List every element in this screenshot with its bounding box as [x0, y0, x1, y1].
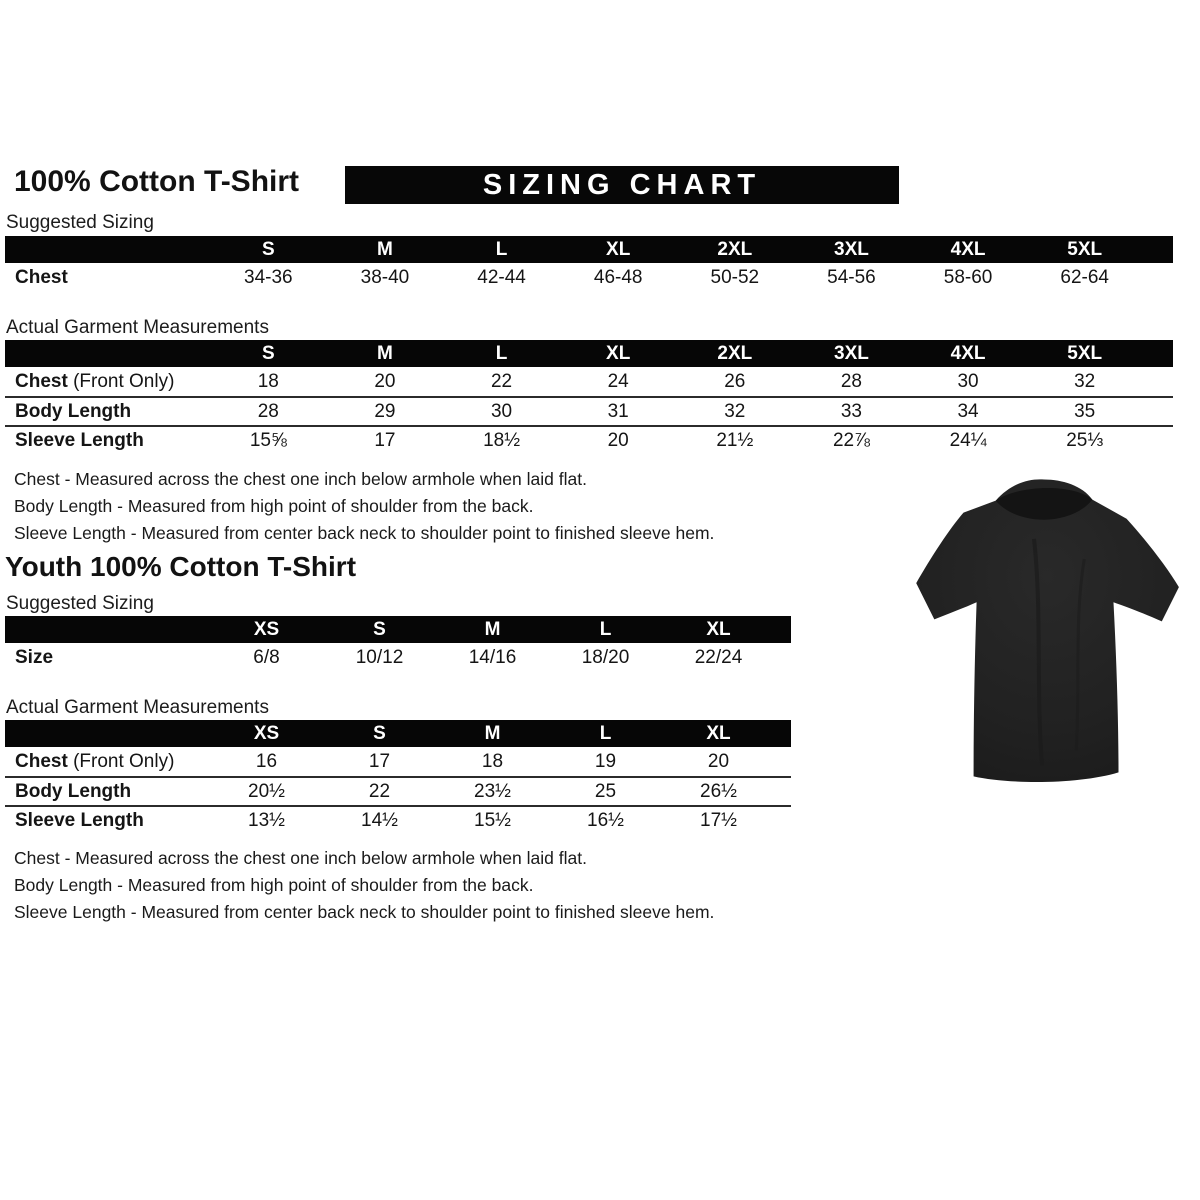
- size-value: 21½: [716, 429, 754, 451]
- size-value: 31: [607, 400, 629, 422]
- size-value: 14½: [361, 809, 398, 831]
- size-value: 42-44: [477, 266, 526, 288]
- size-value: 58-60: [943, 266, 993, 288]
- size-value: 20: [707, 750, 730, 772]
- size-value: 30: [490, 400, 513, 422]
- size-value: 17½: [700, 809, 737, 831]
- row-label: Size: [15, 646, 54, 668]
- size-value: 26½: [700, 780, 737, 802]
- row-label: Chest: [15, 266, 68, 288]
- size-column-header: XS: [253, 618, 280, 640]
- size-value: 50-52: [710, 266, 760, 288]
- size-value: 14/16: [468, 646, 517, 668]
- size-value: 6/8: [253, 646, 280, 668]
- measurement-note: Body Length - Measured from high point of shoulder from the back.: [14, 875, 534, 895]
- size-value: 38-40: [360, 266, 410, 288]
- youth-measurement-notes: [14, 845, 714, 926]
- table-row: [5, 805, 791, 834]
- size-value: 32: [1074, 370, 1096, 392]
- size-column-header: S: [373, 618, 386, 640]
- size-column-header: S: [373, 722, 386, 744]
- adult-actual-measurements-label: Actual Garment Measurements: [6, 317, 269, 338]
- row-label: Sleeve Length: [15, 429, 144, 451]
- sizing-chart-banner-text: SIZING CHART: [482, 168, 762, 201]
- size-value: 35: [1074, 400, 1096, 422]
- size-value: 18: [257, 370, 279, 392]
- measurement-note: Chest - Measured across the chest one inch below armhole when laid flat.: [14, 469, 587, 489]
- size-value: 18½: [483, 429, 521, 451]
- row-label: Chest (Front Only): [15, 370, 175, 392]
- adult-measurement-notes: [14, 466, 714, 547]
- size-value: 54-56: [827, 266, 876, 288]
- adult-actual-measurements-table: [5, 340, 1173, 454]
- size-value: 34: [957, 400, 979, 422]
- size-value: 22: [490, 370, 513, 392]
- size-value: 62-64: [1060, 266, 1109, 288]
- size-value: 15½: [474, 809, 511, 831]
- size-value: 10/12: [355, 646, 404, 668]
- size-column-header: XL: [706, 722, 731, 744]
- size-value: 46-48: [593, 266, 643, 288]
- size-value: 15⅝: [249, 429, 287, 451]
- size-column-header: M: [484, 618, 501, 640]
- youth-suggested-sizing-label: Suggested Sizing: [6, 593, 154, 614]
- size-value: 17: [374, 429, 396, 451]
- size-value: 25: [594, 780, 617, 802]
- measurement-note: Sleeve Length - Measured from center back neck to shoulder point to finished sleeve hem.: [14, 523, 715, 543]
- sizing-chart-banner: [345, 166, 899, 204]
- size-value: 22: [368, 780, 391, 802]
- size-value: 17: [368, 750, 391, 772]
- size-value: 16: [255, 750, 278, 772]
- size-column-header: S: [261, 238, 275, 260]
- size-value: 20: [607, 429, 629, 451]
- size-column-header: XS: [253, 722, 280, 744]
- size-column-header: XL: [706, 618, 731, 640]
- size-value: 34-36: [244, 266, 293, 288]
- size-value: 22⅞: [832, 429, 870, 451]
- table-row: [5, 367, 1173, 396]
- size-value: 33: [840, 400, 862, 422]
- youth-suggested-sizing-table: [5, 616, 791, 672]
- size-column-header: 4XL: [950, 238, 986, 260]
- size-value: 22/24: [694, 646, 743, 668]
- table-header-row: [5, 616, 791, 643]
- size-column-header: 3XL: [834, 238, 869, 260]
- row-label: Body Length: [15, 400, 132, 422]
- size-value: 23½: [474, 780, 511, 802]
- size-column-header: 3XL: [834, 342, 869, 364]
- size-column-header: 5XL: [1067, 342, 1103, 364]
- size-value: 24¼: [949, 429, 987, 451]
- size-value: 24: [607, 370, 629, 392]
- size-column-header: XL: [606, 342, 631, 364]
- table-row: [5, 776, 791, 805]
- table-row: [5, 263, 1173, 292]
- size-value: 32: [724, 400, 746, 422]
- table-header-row: [5, 720, 791, 747]
- size-value: 28: [840, 370, 862, 392]
- page-title: 100% Cotton T-Shirt: [14, 165, 300, 198]
- tshirt-body: [916, 479, 1179, 782]
- adult-suggested-sizing-label: Suggested Sizing: [6, 212, 154, 233]
- size-value: 13½: [248, 809, 285, 831]
- size-column-header: 4XL: [950, 342, 986, 364]
- size-column-header: L: [599, 618, 612, 640]
- table-row: [5, 747, 791, 776]
- table-header-row: [5, 236, 1173, 263]
- size-column-header: 2XL: [717, 238, 753, 260]
- youth-title: Youth 100% Cotton T-Shirt: [5, 551, 357, 582]
- size-value: 20: [374, 370, 396, 392]
- measurement-note: Body Length - Measured from high point of shoulder from the back.: [14, 496, 534, 516]
- size-value: 28: [257, 400, 279, 422]
- size-value: 30: [957, 370, 979, 392]
- size-column-header: M: [377, 238, 393, 260]
- measurement-note: Chest - Measured across the chest one inch below armhole when laid flat.: [14, 848, 587, 868]
- size-column-header: L: [495, 342, 508, 364]
- youth-actual-measurements-label: Actual Garment Measurements: [6, 697, 269, 718]
- size-column-header: L: [495, 238, 508, 260]
- measurement-note: Sleeve Length - Measured from center back neck to shoulder point to finished sleeve hem.: [14, 902, 715, 922]
- adult-suggested-sizing-table: [5, 236, 1173, 292]
- row-label: Body Length: [15, 780, 132, 802]
- table-header-row: [5, 340, 1173, 367]
- size-column-header: M: [484, 722, 501, 744]
- size-value: 29: [374, 400, 396, 422]
- size-value: 16½: [587, 809, 624, 831]
- size-column-header: L: [599, 722, 612, 744]
- row-label: Chest (Front Only): [15, 750, 175, 772]
- size-value: 18/20: [581, 646, 630, 668]
- size-value: 25⅓: [1066, 429, 1104, 451]
- size-column-header: S: [261, 342, 275, 364]
- table-row: [5, 425, 1173, 454]
- size-value: 18: [481, 750, 504, 772]
- size-column-header: M: [377, 342, 393, 364]
- youth-actual-measurements-table: [5, 720, 791, 834]
- size-value: 19: [594, 750, 617, 772]
- table-row: [5, 396, 1173, 425]
- size-value: 20½: [248, 780, 285, 802]
- tshirt-graphic: [883, 468, 1195, 816]
- size-value: 26: [724, 370, 746, 392]
- table-row: [5, 643, 791, 672]
- row-label: Sleeve Length: [15, 809, 144, 831]
- black-tshirt-image: [883, 468, 1195, 816]
- size-column-header: XL: [606, 238, 631, 260]
- size-column-header: 2XL: [717, 342, 753, 364]
- size-column-header: 5XL: [1067, 238, 1103, 260]
